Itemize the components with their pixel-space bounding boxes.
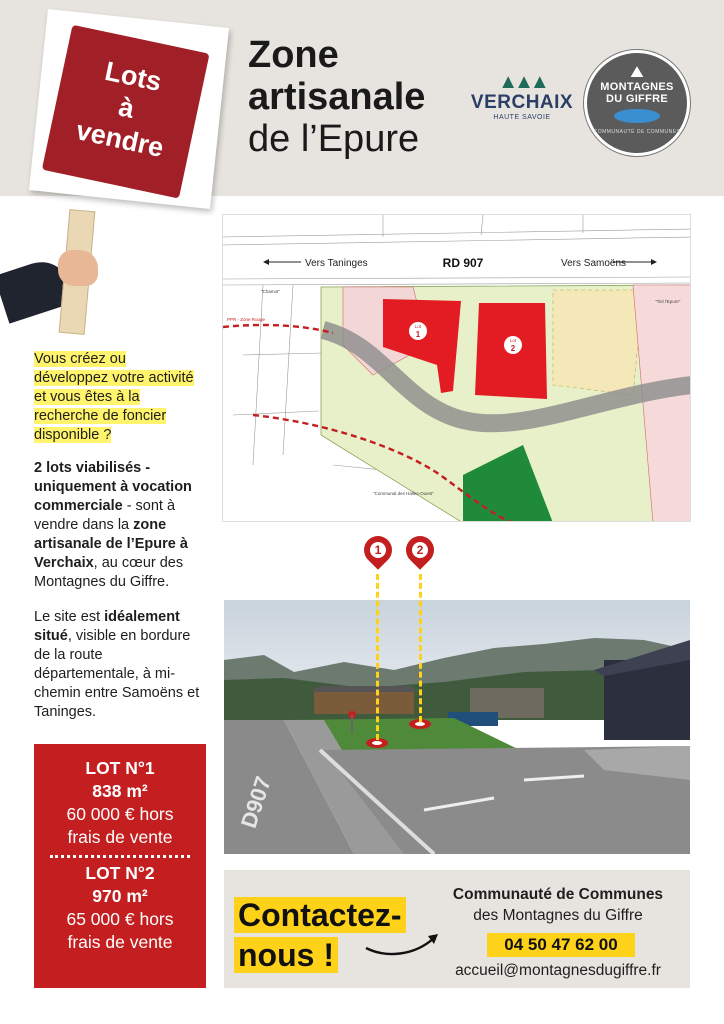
p3-bold1: idéalement situé	[34, 609, 180, 644]
title-line1: Zone	[248, 34, 339, 76]
map-label-epure: "Tiel l'Epure"	[655, 299, 681, 304]
p3-text2: , visible en bordure de la route départementale, à mi-chemin entre Samoëns et Taninges.	[34, 628, 200, 720]
verchaix-name: VERCHAIX	[470, 92, 574, 113]
p2-bold1: 2 lots viabilisés - uniquement à vocation commerciale	[34, 460, 192, 514]
lot1-price-line2: frais de vente	[67, 827, 173, 847]
lot2-price-line1: 65 000 € hors	[66, 909, 174, 929]
lot2-price-line2: frais de vente	[67, 932, 173, 952]
sign-panel	[42, 25, 210, 199]
sign-line1: Lots	[102, 55, 165, 98]
p2-text2: , au cœur des Montagnes du Giffre.	[34, 555, 184, 590]
title-line3: de l’Epure	[248, 118, 420, 160]
pine-trees-icon: ▲▲▲	[498, 71, 546, 93]
photo-drawing	[224, 600, 690, 854]
lot1-price-line1: 60 000 € hors	[66, 804, 174, 824]
organisation-name	[430, 884, 686, 926]
verchaix-sub: HAUTE SAVOIE	[493, 114, 551, 121]
p2-bold2: zone artisanale de l’Epure à Verchaix	[34, 517, 188, 571]
mdg-line1: MONTAGNES	[600, 81, 674, 93]
dotted-divider	[50, 855, 190, 858]
sign-line3: vendre	[73, 115, 167, 163]
intro-question	[34, 350, 204, 445]
site-plan-map	[222, 214, 691, 522]
intro-highlight: Vous créez ou développez votre activité et vous êtes à la recherche de foncier disponible ?	[34, 351, 194, 443]
title-line2: artisanale	[248, 76, 426, 118]
mdg-line2: DU GIFFRE	[606, 93, 668, 105]
map-drawing	[223, 215, 691, 522]
site-photo	[224, 600, 690, 854]
mountain-icon: ⛰	[630, 64, 644, 81]
arrow-icon	[362, 928, 442, 958]
lot1-num: 1	[415, 330, 421, 339]
swoosh-icon	[614, 109, 660, 123]
lot2-num: 2	[510, 344, 516, 353]
p2-text1: - sont à vendre dans la	[34, 498, 176, 533]
lot1-title: LOT N°1	[85, 758, 155, 778]
road-marking: D907	[235, 773, 276, 832]
marker-1-pin	[364, 536, 392, 572]
lots-price-box	[34, 744, 206, 988]
sign-line2: à	[116, 91, 138, 124]
lot2-title: LOT N°2	[85, 863, 155, 883]
marker1-leader	[376, 574, 379, 740]
map-dir-taninges: Vers Taninges	[305, 258, 368, 269]
map-label-chamot: "Chamot"	[261, 289, 280, 294]
map-road-label: RD 907	[442, 256, 484, 270]
location-description	[34, 608, 204, 722]
marker2-leader	[419, 574, 422, 722]
verchaix-logo	[470, 72, 574, 121]
map-label-commune: "Communal des Halles-Ouest"	[373, 491, 434, 496]
lot1-word: Lot	[414, 324, 422, 329]
map-label-zone-rouge: PPR - Zone Rouge	[227, 317, 266, 322]
lot2-word: Lot	[509, 338, 517, 343]
p3-text1: Le site est	[34, 609, 105, 625]
marker-2-number: 2	[412, 542, 428, 558]
map-dir-samoens: Vers Samoëns	[561, 258, 627, 269]
org-rest: des Montagnes du Giffre	[473, 907, 643, 924]
lots-description	[34, 459, 204, 592]
marker-2-pin	[406, 536, 434, 572]
phone-number[interactable]: 04 50 47 62 00	[487, 933, 635, 957]
lot2-area: 970 m²	[92, 886, 148, 906]
lot1-area: 838 m²	[92, 781, 148, 801]
mdg-ring-text: COMMUNAUTÉ DE COMMUNES	[593, 129, 681, 135]
marker-1-number: 1	[370, 542, 386, 558]
hand	[58, 250, 98, 286]
cta-line2: nous !	[234, 937, 338, 973]
montagnes-du-giffre-logo	[584, 50, 690, 156]
cta-line1: Contactez-	[234, 897, 406, 933]
org-bold: Communauté de Communes	[452, 886, 664, 903]
email-address[interactable]: accueil@montagnesdugiffre.fr	[455, 962, 661, 979]
page-title	[248, 34, 448, 160]
for-sale-sign	[29, 9, 229, 209]
